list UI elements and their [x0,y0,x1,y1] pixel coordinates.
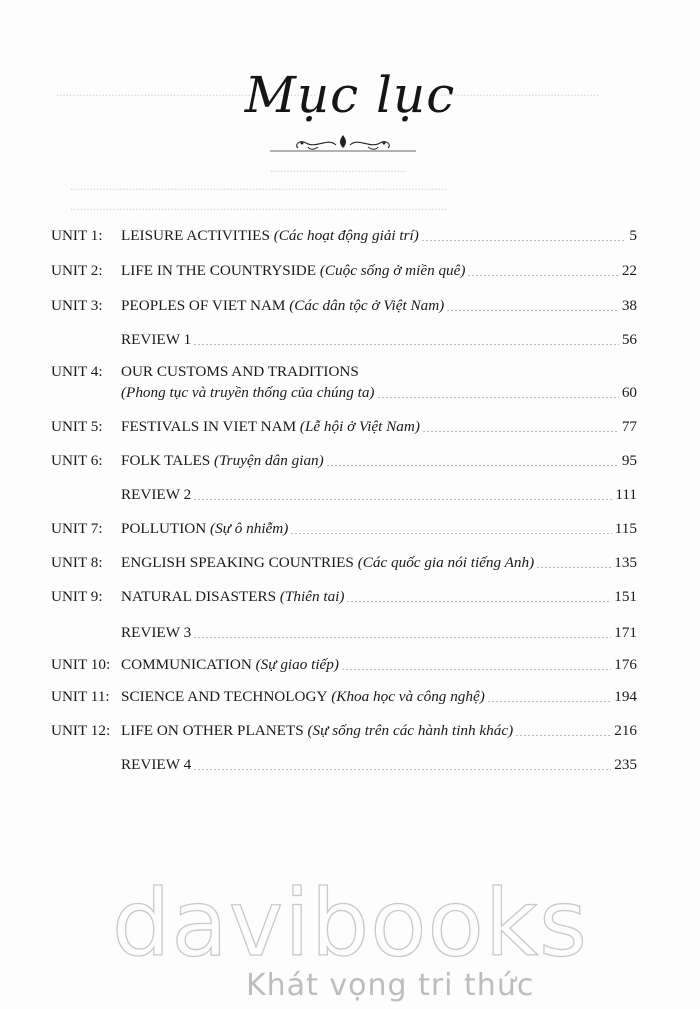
watermark-tagline: Khát vọng tri thức [246,968,535,1003]
toc-title: ENGLISH SPEAKING COUNTRIES [121,554,354,571]
toc-subtitle: (Lễ hội ở Việt Nam) [299,418,420,435]
dot-leader [446,310,619,311]
toc-title: COMMUNICATION [121,656,252,673]
toc-unit-label: UNIT 11: [51,688,110,705]
toc-page-number: 235 [614,756,637,773]
toc-unit-label: UNIT 12: [51,722,111,739]
toc-unit-label: UNIT 5: [51,418,103,435]
toc-unit-label: UNIT 3: [51,297,103,314]
toc-title: REVIEW 3 [121,624,192,641]
toc-subtitle: (Các dân tộc ở Việt Nam) [289,297,445,314]
dot-leader [193,344,619,345]
watermark-brand: davibooks [112,870,588,977]
toc-page-number: 95 [621,452,637,469]
toc-subtitle: (Các quốc gia nói tiếng Anh) [357,554,535,571]
toc-unit-label: UNIT 6: [51,452,103,469]
toc-page-number: 38 [621,297,637,314]
page-title: Mục lục [244,66,456,124]
dot-leader [341,669,611,670]
toc-title: SCIENCE AND TECHNOLOGY [121,688,328,705]
toc-unit-label: UNIT 7: [51,520,103,537]
dot-leader [487,701,611,702]
toc-title: OUR CUSTOMS AND TRADITIONS [121,363,359,380]
toc-subtitle: (Khoa học và công nghệ) [331,688,485,705]
toc-subtitle: (Sự giao tiếp) [255,656,339,673]
dot-leader [515,735,611,736]
toc-unit-label: UNIT 10: [51,656,111,673]
bleed-through-text: ................................................. [440,84,600,99]
dot-leader [193,499,612,500]
toc-page-number: 171 [614,624,637,641]
toc-title: POLLUTION [121,520,207,537]
toc-unit-label: UNIT 1: [51,227,103,244]
dot-leader [377,397,619,398]
toc-page-number: 194 [614,688,637,705]
bleed-through-text: .................................................................................................................... [70,178,447,193]
bleed-through-text: .................................................................................................................... [70,198,447,213]
toc-title: LIFE ON OTHER PLANETS [121,722,304,739]
toc-page-number: 5 [629,227,637,244]
toc-title: REVIEW 1 [121,331,192,348]
bleed-through-text: .......................................... [270,160,407,175]
toc-subtitle: (Cuộc sống ở miền quê) [319,262,466,279]
dot-leader [290,533,611,534]
toc-title: LEISURE ACTIVITIES [121,227,270,244]
toc-subtitle: (Sự sống trên các hành tinh khác) [307,722,514,739]
toc-page-number: 216 [614,722,637,739]
dot-leader [326,465,619,466]
toc-page-number: 115 [614,520,637,537]
toc-subtitle: (Phong tục và truyền thống của chúng ta) [121,384,375,401]
toc-page-number: 56 [621,331,637,348]
toc-unit-label: UNIT 8: [51,554,103,571]
toc-title: NATURAL DISASTERS [121,588,277,605]
toc-subtitle: (Truyện dân gian) [214,452,324,469]
toc-page-number: 22 [621,262,637,279]
toc-page-number: 135 [614,554,637,571]
dot-leader [422,431,619,432]
flourish-ornament-icon [268,131,418,155]
toc-subtitle: (Thiên tai) [279,588,345,605]
toc-title: LIFE IN THE COUNTRYSIDE [121,262,317,279]
toc-unit-label: UNIT 9: [51,588,103,605]
toc-unit-label: UNIT 2: [51,262,103,279]
toc-subtitle: (Sự ô nhiễm) [210,520,289,537]
toc-page-number: 60 [621,384,637,401]
dot-leader [193,637,611,638]
toc-page-number: 111 [615,486,637,503]
toc-title: FOLK TALES [121,452,211,469]
dot-leader [193,769,611,770]
dot-leader [421,240,627,241]
bleed-through-text: ................................................................................ [56,84,316,99]
toc-page-number: 77 [621,418,637,435]
toc-title: REVIEW 2 [121,486,192,503]
toc-title: FESTIVALS IN VIET NAM [121,418,297,435]
toc-subtitle: (Các hoạt động giải trí) [273,227,419,244]
toc-page-number: 176 [614,656,637,673]
toc-unit-label: UNIT 4: [51,363,103,380]
toc-page-number: 151 [614,588,637,605]
dot-leader [536,567,611,568]
toc-title: REVIEW 4 [121,756,192,773]
dot-leader [346,601,611,602]
dot-leader [467,275,618,276]
toc-title: PEOPLES OF VIET NAM [121,297,286,314]
